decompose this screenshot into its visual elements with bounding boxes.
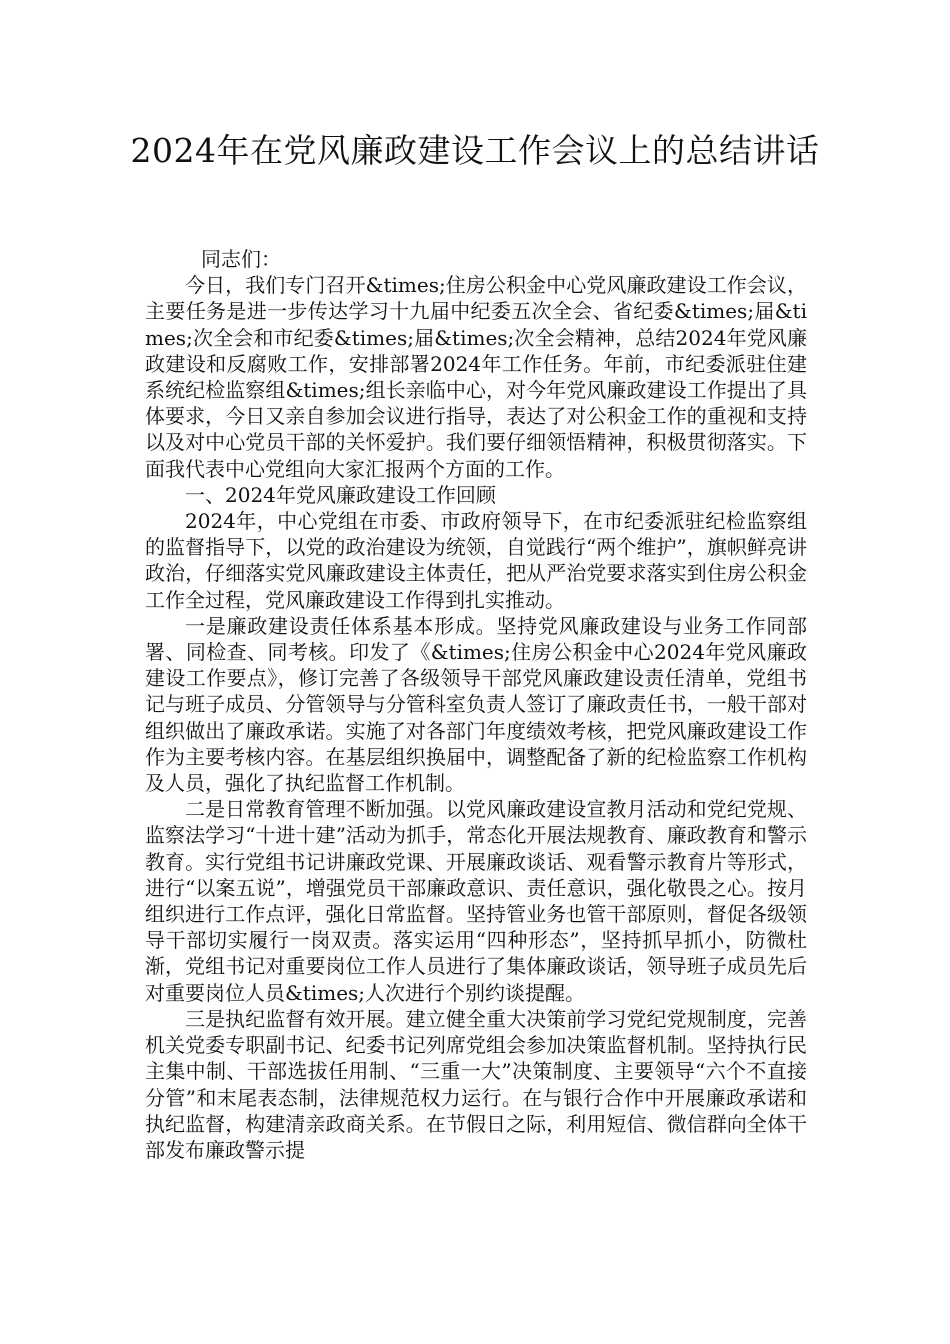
paragraph-point-2: 二是日常教育管理不断加强。以党风廉政建设宣教月活动和党纪党规、监察法学习“十进十建”活动为抓手，常态化开展法规教育、廉政教育和警示教育。实行党组书记讲廉政党课、开展廉政谈话、观看警示教育片等形式，进行“以案五说”，增强党员干部廉政意识、责任意识，强化敬畏之心。按月组织进行工作点评，强化日常监督。坚持管业务也管干部原则，督促各级领导干部切实履行一岗双责。落实运用“四种形态”，坚持抓早抓小，防微杜渐，党组书记对重要岗位工作人员进行了集体廉政谈话，领导班子成员先后对重要岗位人员&times;人次进行个别约谈提醒。 — [145, 797, 807, 1005]
paragraph-point-1: 一是廉政建设责任体系基本形成。坚持党风廉政建设与业务工作同部署、同检查、同考核。印发了《&times;住房公积金中心2024年党风廉政建设工作要点》，修订完善了各级领导干部党风廉政建设责任清单，党组书记与班子成员、分管领导与分管科室负责人签订了廉政责任书，一般干部对组织做出了廉政承诺。实施了对各部门年度绩效考核，把党风廉政建设工作作为主要考核内容。在基层组织换届中，调整配备了新的纪检监察工作机构及人员，强化了执纪监督工作机制。 — [145, 613, 807, 796]
document-title: 2024年在党风廉政建设工作会议上的总结讲话 — [130, 131, 820, 170]
section-heading: 一、2024年党风廉政建设工作回顾 — [185, 482, 496, 507]
document-body — [145, 246, 807, 1163]
paragraph-point-3: 三是执纪监督有效开展。建立健全重大决策前学习党纪党规制度，完善机关党委专职副书记、纪委书记列席党组会参加决策监督机制。坚持执行民主集中制、干部选拔任用制、“三重一大”决策制度、主要领导“六个不直接分管”和末尾表态制，法律规范权力运行。在与银行合作中开展廉政承诺和执纪监督，构建清亲政商关系。在节假日之际，利用短信、微信群向全体干部发布廉政警示提 — [145, 1006, 807, 1162]
paragraph-review: 2024年，中心党组在市委、市政府领导下，在市纪委派驻纪检监察组的监督指导下，以党的政治建设为统领，自觉践行“两个维护”，旗帜鲜亮讲政治，仔细落实党风廉政建设主体责任，把从严治党要求落实到住房公积金工作全过程，党风廉政建设工作得到扎实推动。 — [145, 509, 807, 612]
paragraph-intro: 今日，我们专门召开&times;住房公积金中心党风廉政建设工作会议，主要任务是进一步传达学习十九届中纪委五次全会、省纪委&times;届&times;次全会和市纪委&times;届&times;次全会精神，总结2024年党风廉政建设和反腐败工作，安排部署2024年工作任务。年前，市纪委派驻住建系统纪检监察组&times;组长亲临中心，对今年党风廉政建设工作提出了具体要求，今日又亲自参加会议进行指导，表达了对公积金工作的重视和支持以及对中心党员干部的关怀爱护。我们要仔细领悟精神，积极贯彻落实。下面我代表中心党组向大家汇报两个方面的工作。 — [145, 273, 807, 481]
salutation: 同志们： — [201, 247, 281, 271]
